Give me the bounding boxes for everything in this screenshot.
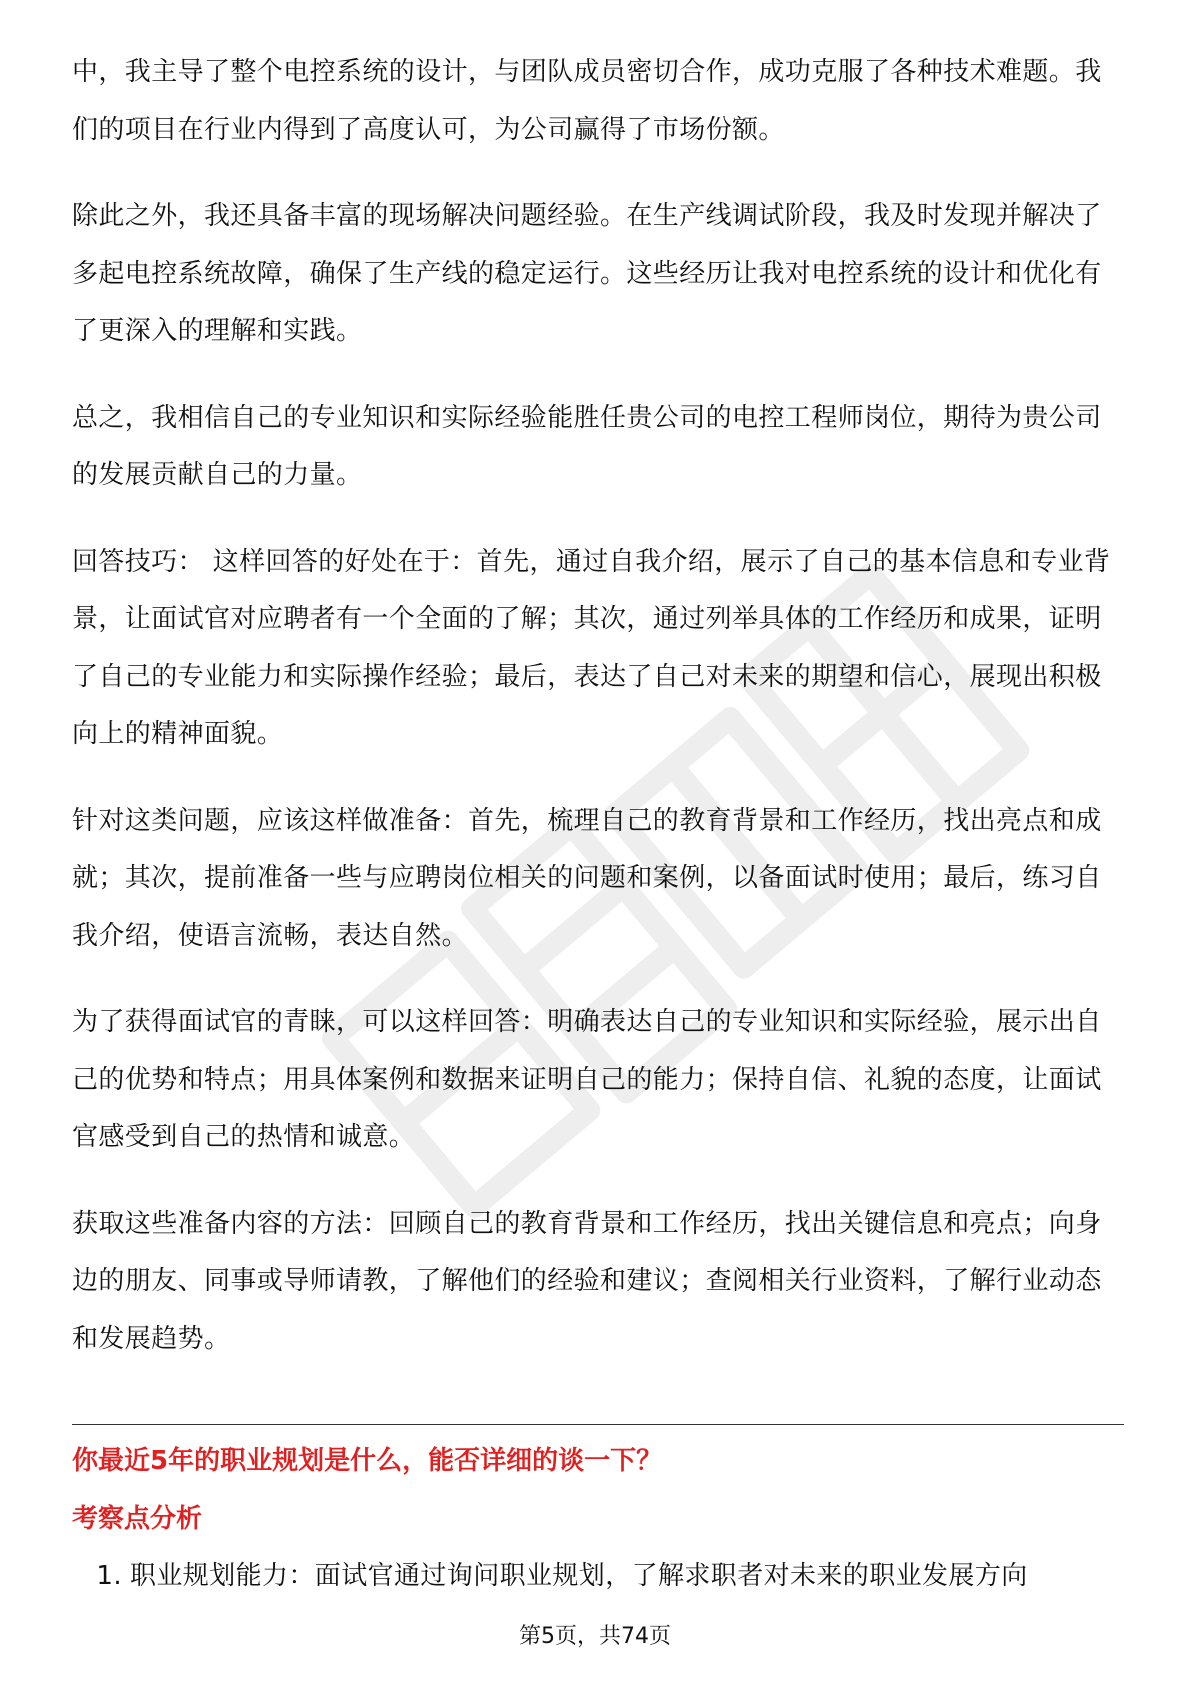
paragraph: 为了获得面试官的青睐，可以这样回答：明确表达自己的专业知识和实际经验，展示出自己的优势和特点；用具体案例和数据来证明自己的能力；保持自信、礼貌的态度，让面试官感受到自己的热情和诚意。 [72, 1007, 1102, 1152]
paragraph: 中，我主导了整个电控系统的设计，与团队成员密切合作，成功克服了各种技术难题。我们的项目在行业内得到了高度认可，为公司赢得了市场份额。 [72, 57, 1102, 145]
paragraph: 获取这些准备内容的方法：回顾自己的教育背景和工作经历，找出关键信息和亮点；向身边的朋友、同事或导师请教，了解他们的经验和建议；查阅相关行业资料，了解行业动态和发展趋势。 [72, 1208, 1102, 1354]
analysis-list [72, 1548, 1124, 1605]
paragraph: 总之，我相信自己的专业知识和实际经验能胜任贵公司的电控工程师岗位，期待为贵公司的发展贡献自己的力量。 [72, 402, 1102, 490]
section-divider [72, 1424, 1124, 1425]
paragraph: 针对这类问题，应该这样做准备：首先，梳理自己的教育背景和工作经历，找出亮点和成就；其次，提前准备一些与应聘岗位相关的问题和案例，以备面试时使用；最后，练习自我介绍，使语言流畅，表达自然。 [72, 805, 1102, 951]
list-item-number: 1. [96, 1561, 122, 1591]
paragraph: 除此之外，我还具备丰富的现场解决问题经验。在生产线调试阶段，我及时发现并解决了多起电控系统故障，确保了生产线的稳定运行。这些经历让我对电控系统的设计和优化有了更深入的理解和实践。 [72, 201, 1102, 346]
paragraph: 回答技巧： 这样回答的好处在于：首先，通过自我介绍，展示了自己的基本信息和专业背景，让面试官对应聘者有一个全面的了解；其次，通过列举具体的工作经历和成果，证明了自己的专业能力和实际操作经验；最后，表达了自己对未来的期望和信心，展现出积极向上的精神面貌。 [72, 546, 1111, 749]
page-number: 第5页，共74页 [519, 1624, 671, 1649]
question-heading: 你最近5年的职业规划是什么，能否详细的谈一下？ [72, 1446, 663, 1476]
analysis-subheading: 考察点分析 [72, 1504, 203, 1534]
list-item [72, 1548, 1124, 1605]
list-item-text: 职业规划能力：面试官通过询问职业规划，了解求职者对未来的职业发展方向 [130, 1561, 1028, 1591]
body-text [72, 44, 1124, 1397]
